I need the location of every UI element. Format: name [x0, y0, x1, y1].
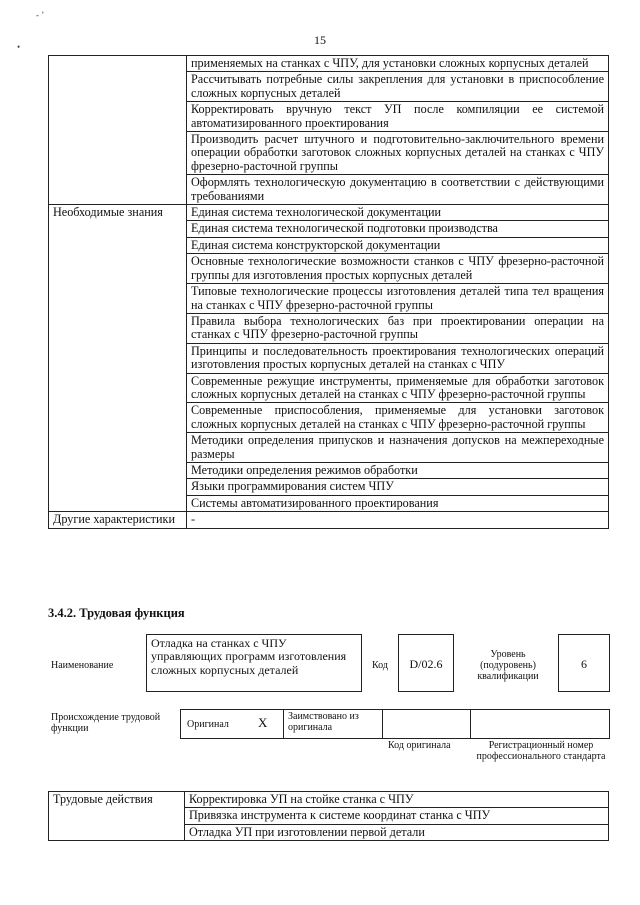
work-actions-body: [49, 792, 609, 841]
row-text: Основные технологические возможности станков с ЧПУ фрезерно-расточной группы для изготовления простых корпусных деталей: [187, 254, 609, 284]
table-row: [49, 205, 609, 221]
reg-number-caption: Регистрационный номер профессионального стандарта: [476, 740, 606, 762]
row-text: Единая система технологической подготовки производства: [187, 221, 609, 237]
work-actions-label: Трудовые действия: [49, 792, 185, 841]
row-text: Оформлять технологическую документацию в соответствии с действующими требованиями: [187, 175, 609, 205]
row-label: Другие характеристики: [49, 512, 187, 528]
work-action-item: Корректировка УП на стойке станка с ЧПУ: [185, 792, 609, 808]
origin-divider-2: [382, 709, 383, 738]
row-text: Рассчитывать потребные силы закрепления для установки в приспособление сложных корпусных деталей: [187, 72, 609, 102]
code-value-box: [398, 634, 454, 692]
origin-row-box: [180, 709, 610, 739]
table-row: [49, 56, 609, 72]
function-name-box: [146, 634, 362, 692]
row-text: Корректировать вручную текст УП после компиляции ее системой автоматизированного проектирования: [187, 102, 609, 132]
function-name-value: Отладка на станках с ЧПУ управляющих программ изготовления сложных корпусных деталей: [151, 636, 347, 677]
original-label: Оригинал: [187, 719, 229, 730]
level-value-box: [558, 634, 610, 692]
borrowed-label: Заимствовано из оригинала: [288, 711, 359, 733]
row-text: -: [187, 512, 609, 528]
row-text: Современные приспособления, применяемые для установки заготовок сложных корпусных деталей на станках с ЧПУ фрезерно-расточной группы: [187, 403, 609, 433]
row-text: Системы автоматизированного проектирования: [187, 495, 609, 511]
code-value: D/02.6: [409, 657, 443, 671]
row-text: Производить расчет штучного и подготовительно-заключительного времени операции обработки заготовок сложных корпусных деталей на станках с ЧПУ фрезерно-расточной группы: [187, 132, 609, 175]
row-text: Единая система конструкторской документации: [187, 237, 609, 253]
level-label: Уровень (подуровень) квалификации: [477, 649, 539, 682]
level-value: 6: [581, 657, 587, 671]
scan-mark-left: •: [17, 42, 21, 52]
original-mark: X: [258, 715, 268, 730]
section-heading: 3.4.2. Трудовая функция: [48, 606, 185, 620]
skills-table-body: [49, 56, 609, 529]
row-text: Типовые технологические процессы изготовления деталей типа тел вращения на станках с ЧПУ фрезерно-расточной группы: [187, 284, 609, 314]
row-text: Методики определения припусков и назначения допусков на межпереходные размеры: [187, 433, 609, 463]
code-label: Код: [372, 660, 388, 671]
origin-divider-1: [283, 709, 284, 738]
table-row: [49, 512, 609, 528]
scan-mark-top: - ’: [36, 10, 45, 20]
row-text: применяемых на станках с ЧПУ, для установки сложных корпусных деталей: [187, 56, 609, 72]
row-text: Методики определения режимов обработки: [187, 462, 609, 478]
row-text: Языки программирования систем ЧПУ: [187, 479, 609, 495]
skills-knowledge-table: [48, 55, 609, 529]
row-label: Необходимые знания: [49, 205, 187, 512]
name-label: Наименование: [51, 660, 114, 671]
origin-divider-3: [470, 709, 471, 738]
row-text: Принципы и последовательность проектирования технологических операций изготовления простых корпусных деталей на станках с ЧПУ: [187, 343, 609, 373]
work-action-item: Отладка УП при изготовлении первой детали: [185, 824, 609, 840]
work-actions-table: [48, 791, 609, 841]
page-number: 15: [314, 33, 326, 47]
row-text: Правила выбора технологических баз при проектировании операции на станках с ЧПУ фрезерно-расточной группы: [187, 313, 609, 343]
row-label: [49, 56, 187, 205]
row-text: Современные режущие инструменты, применяемые для обработки заготовок сложных корпусных деталей на станках с ЧПУ фрезерно-расточной группы: [187, 373, 609, 403]
origin-label: Происхождение трудовой функции: [51, 712, 161, 734]
row-text: Единая система технологической документации: [187, 205, 609, 221]
work-action-item: Привязка инструмента к системе координат станка с ЧПУ: [185, 808, 609, 824]
table-row: [49, 792, 609, 808]
code-original-caption: Код оригинала: [388, 740, 451, 751]
